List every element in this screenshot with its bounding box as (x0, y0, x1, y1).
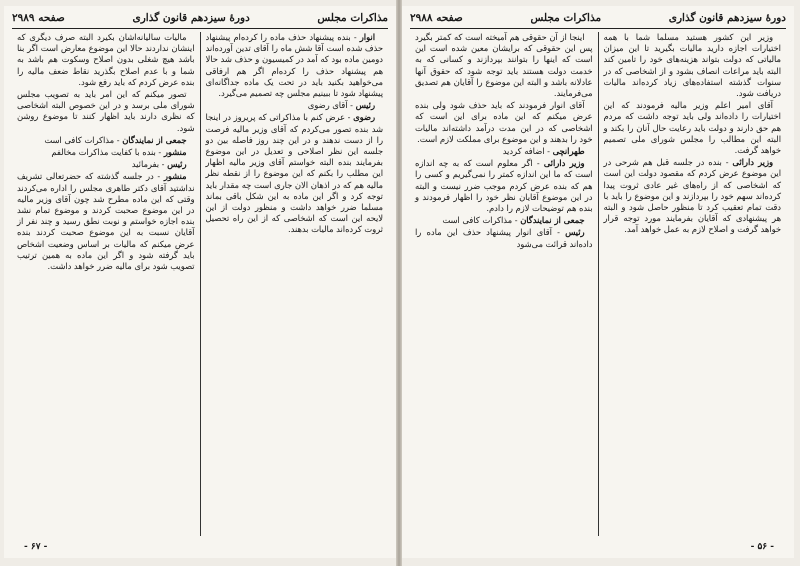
speech-paragraph: رئیس - آقای رضوی (307, 100, 375, 111)
left-page-right-column (201, 32, 389, 536)
speech-paragraph: وزیر دارائی - بنده در جلسه قبل هم شرحی در این موضوع عرض کردم که مقصود دولت این است که اشخاصی که از راه‌های غیر عادی ثروت پیدا کرده‌اند سهم خود را بپردازند و این موضوع را باید با دقت تمام تعقیب کرد تا منظور حاصل شود و البته هر پیشنهادی که آقایان بفرمایند مورد توجه قرار خواهد گرفت و اصلاح لازم به عمل خواهد آمد. (603, 157, 781, 235)
speech-paragraph: رئیس - بفرمائید (131, 159, 187, 170)
left-page-term: دورهٔ سیزدهم قانون گذاری (132, 12, 250, 24)
paragraph-text: مذاکرات کافی است (442, 215, 513, 226)
speaker-name: وزیر دارائی (732, 157, 773, 168)
column-divider (200, 32, 201, 536)
body-paragraph (604, 100, 782, 156)
paragraph-text: بنده در جلسه قبل هم شرحی در این موضوع عرض کردم که مقصود دولت این است که اشخاصی که از راه‌های غیر عادی ثروت پیدا کرده‌اند سهم خود را بپردازند و این موضوع را باید با دقت تمام تعقیب کرد تا منظور حاصل شود و البته هر پیشنهادی که آقایان بفرمایند مورد توجه قرار خواهد گرفت و اصلاح لازم به عمل خواهد آمد. (603, 157, 781, 235)
speaker-name: انوار (359, 32, 376, 42)
body-paragraph (17, 89, 195, 134)
speech-paragraph: منشور - بنده با کفایت مذاکرات مخالفم (51, 147, 187, 158)
body-paragraph (415, 100, 593, 145)
paragraph-text: آقای انوار پیشنهاد حذف این ماده را داده‌اند قرائت می‌شود (415, 227, 593, 249)
right-page-header (410, 10, 786, 29)
speaker-name: منشور (163, 171, 187, 182)
paragraph-text: تصور میکنم که این امر باید به تصویب مجلس شورای ملی برسد و در این خصوص البته اشخاصی که نظری دارند باید اظهار کنند تا موضوع روشن شود. (17, 89, 195, 133)
paragraph-text: آقای انوار فرمودند که باید حذف شود ولی بنده عرض میکنم که این ماده برای این است که اشخاصی که در این مدت درآمد داشته‌اند مالیات خود را بدهند و این موضوع برای مملکت لازم است. (415, 100, 593, 144)
speech-paragraph: منشور - در جلسه گذشته که حضرتعالی تشریف نداشتید آقای دکتر طاهری مجلس را اداره می‌کردند وقتی که این ماده مطرح شد چون آقای وزیر مالیه در این موضوع صحبت کردند و موضوع تمام نشد بنده اجازه خواستم و نوبت نطق رسید و چند نفر از آقایان نسبت به این موضوع صحبت کردند بنده عرض میکنم که مالیات بر اساس وضعیت اشخاص باید گرفته شود و اگر این ماده به همین ترتیب تصویب شود برای مالیه ضرر خواهد داشت. (17, 171, 195, 272)
speech-paragraph: جمعی از نمایندگان - مذاکرات کافی است (442, 215, 585, 226)
speaker-name: رئیس (355, 100, 375, 111)
body-paragraph (604, 32, 782, 99)
speaker-name: طهرانچی (552, 146, 585, 157)
paragraph-text: اضافه کردید (502, 146, 545, 157)
speaker-name: وزیر دارائی (543, 158, 585, 169)
left-page (4, 6, 396, 558)
body-paragraph (415, 32, 593, 99)
right-page (402, 6, 794, 558)
right-page-columns (410, 32, 786, 536)
column-divider (598, 32, 599, 536)
right-page-footer: - ۵۶ - (750, 542, 774, 552)
speaker-name: رئیس (565, 227, 585, 238)
paragraph-text: آقای رضوی (307, 100, 348, 111)
right-page-left-column (410, 32, 598, 536)
speaker-name: جمعی از نمایندگان (520, 215, 585, 226)
right-page-right-column (599, 32, 787, 536)
left-page-left-column (12, 32, 200, 536)
speaker-name: جمعی از نمایندگان (122, 134, 187, 145)
left-page-title: مذاکرات مجلس (317, 12, 388, 24)
paragraph-text: بنده پیشنهاد حذف ماده را کرده‌ام پیشنهاد حذف شده است آقا شش ماه را آقای تدین آورده‌اند دومین ماده بود که آمد در کمیسیون و حذف شد حالا هم پیشنهاد حذف را کرده‌ام اگر هم ارفاقی می‌خواهید بکنید باید در تحت یک ماده جداگانه‌ای پیشنهاد شود تا ببینیم مجلس چه تصمیم می‌گیرد. (205, 32, 383, 99)
paragraph-text: آقای امیر اعلم وزیر مالیه فرمودند که این اختیارات را داده‌اند ولی باید توجه داشت که مردم هم حق دارند و دولت باید رعایت حال آنان را بکند و البته این مطالب را مجلس شورای ملی تصمیم خواهد گرفت. (603, 100, 781, 156)
left-page-columns (12, 32, 388, 536)
speaker-name: رضوی (353, 112, 375, 123)
paragraph-text: وزیر این کشور هستید مسلما شما با همه اختیارات اجازه دارید مالیات بگیرید تا این میزان مالیاتی که دولت بتواند هزینه‌های خود را تامین کند البته باید مراعات انصاف بشود و از اشخاصی که در سنوات گذشته استفاده‌های زیاد کرده‌اند مالیات دریافت شود. (603, 32, 781, 99)
speaker-name: منشور (163, 147, 187, 158)
body-paragraph (17, 32, 195, 88)
left-page-footer: - ۶۷ - (24, 542, 48, 552)
left-page-number: صفحه ۲۹۸۹ (12, 12, 65, 24)
paragraph-text: بفرمائید (131, 159, 160, 170)
paragraph-text: بنده با کفایت مذاکرات مخالفم (51, 147, 156, 158)
paragraph-text: اگر معلوم است که به چه اندازه است که ما این اندازه کمتر را نمی‌گیریم و کسی را هم که بنده عرض کردم موجب ضرر نیست و البته در این موضوع آقایان نظر خود را اظهار فرمودند و بنده هم توضیحات لازم را دادم. (415, 158, 593, 214)
speech-paragraph: وزیر دارائی - اگر معلوم است که به چه اندازه است که ما این اندازه کمتر را نمی‌گیریم و کسی را هم که بنده عرض کردم موجب ضرر نیست و البته در این موضوع آقایان نظر خود را اظهار فرمودند و بنده هم توضیحات لازم را دادم. (415, 158, 593, 214)
paragraph-text: عرض کنم با مذاکراتی که پریروز در اینجا شد بنده تصور می‌کردم که آقای وزیر مالیه فرصت را از دست ندهند و در این چند روز فاصله بین دو جلسه این نظر اصلاحی و تعدیل در این موضوع بفرمایند بنده البته خواستم آقای وزیر مالیه اظهار این مطلب را بکنم که این موضوع را از نقطه نظر مالیه هم که در اذهان الان جاری است چه مقدار باید توجه کرد و اگر این ماده به این شکل باقی بماند مسلما ضرر خواهد داشت و منظور دولت از این لایحه این است که اشخاصی که از این راه تحصیل ثروت کرده‌اند مالیات بدهند. (205, 112, 383, 235)
speaker-name: رئیس (167, 159, 187, 170)
right-page-title: مذاکرات مجلس (530, 12, 602, 24)
speech-paragraph: رئیس - آقای انوار پیشنهاد حذف این ماده را داده‌اند قرائت می‌شود (415, 227, 593, 249)
left-page-header (12, 10, 388, 29)
speech-paragraph: طهرانچی - اضافه کردید (502, 146, 585, 157)
speech-paragraph: انوار - بنده پیشنهاد حذف ماده را کرده‌ام پیشنهاد حذف شده است آقا شش ماه را آقای تدین آورده‌اند دومین ماده بود که آمد در کمیسیون و حذف شد حالا هم پیشنهاد حذف را کرده‌ام اگر هم ارفاقی می‌خواهید بکنید باید در تحت یک ماده جداگانه‌ای پیشنهاد شود تا ببینیم مجلس چه تصمیم می‌گیرد. (205, 32, 383, 99)
paragraph-text: مالیات سالیانه‌اشان بکیرد البته صرف دیگری که اینشان نداردند حالا این موضوع معارض است اگر بنا باشد هیچ شغلی بدون اصلاح وسکوت هم باشد به شما و با عدم اصلاح بگذرید نقاط ضعف مالیه را بنده عرض کردم که باید رفع شود. (17, 32, 195, 87)
paragraph-text: در جلسه گذشته که حضرتعالی تشریف نداشتید آقای دکتر طاهری مجلس را اداره می‌کردند وقتی که این ماده مطرح شد چون آقای وزیر مالیه در این موضوع صحبت کردند و موضوع تمام نشد بنده اجازه خواستم و نوبت نطق رسید و چند نفر از آقایان نسبت به این موضوع صحبت کردند بنده عرض میکنم که مالیات بر اساس وضعیت اشخاص باید گرفته شود و اگر این ماده به همین ترتیب تصویب شود برای مالیه ضرر خواهد داشت. (17, 171, 195, 272)
speech-paragraph: جمعی از نمایندگان - مذاکرات کافی است (44, 134, 187, 145)
right-page-number: صفحه ۲۹۸۸ (410, 12, 463, 24)
paragraph-text: اینجا از آن حقوقی هم آمیخته است که کمتر بگیرد پس این حقوقی که برایشان معین شده است این است که اینها را بتوانند بپردازند و کسانی که به خدمت دولت هستند باید توجه شود که حقوق آنها عادلانه باشد و البته این موضوع را آقایان هم تصدیق می‌فرمایند. (415, 32, 593, 99)
speech-paragraph: رضوی - عرض کنم با مذاکراتی که پریروز در اینجا شد بنده تصور می‌کردم که آقای وزیر مالیه فرصت را از دست ندهند و در این چند روز فاصله بین دو جلسه این نظر اصلاحی و تعدیل در این موضوع بفرمایند بنده البته خواستم آقای وزیر مالیه اظهار این مطلب را بکنم که این موضوع را از نقطه نظر مالیه هم که در اذهان الان جاری است چه مقدار باید توجه کرد و اگر این ماده به این شکل باقی بماند مسلما ضرر خواهد داشت و منظور دولت از این لایحه این است که اشخاصی که از این راه تحصیل ثروت کرده‌اند مالیات بدهند. (205, 112, 383, 235)
paragraph-text: مذاکرات کافی است (44, 134, 115, 145)
right-page-term: دورهٔ سیزدهم قانون گذاری (668, 12, 786, 24)
